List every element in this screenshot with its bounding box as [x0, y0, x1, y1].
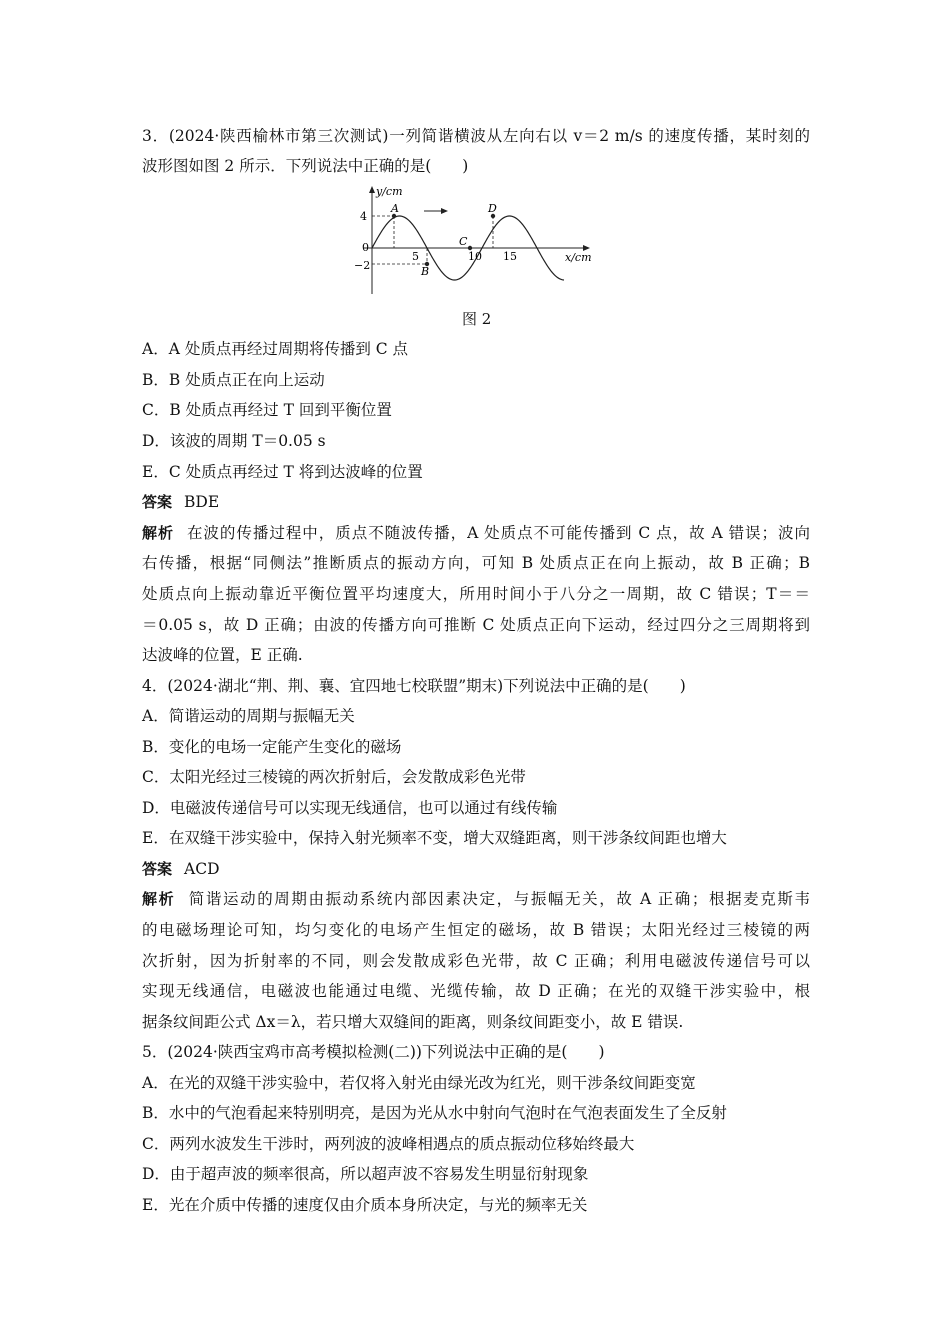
q4-option-a: A．简谐运动的周期与振幅无关: [142, 707, 355, 725]
wave-figure: [338, 184, 598, 299]
q3-option-a: A．A 处质点再经过周期将传播到 C 点: [142, 340, 409, 358]
y-tick-4: 4: [360, 210, 367, 223]
q5-option-c: C．两列水波发生干涉时，两列波的波峰相遇点的质点振动位移始终最大: [142, 1135, 635, 1153]
q3-answer-value: BDE: [184, 493, 220, 511]
q4-answer-label: 答案: [142, 860, 173, 878]
x-tick-5: 5: [412, 250, 419, 263]
q3-option-e: E．C 处质点再经过 T 将到达波峰的位置: [142, 463, 423, 481]
q3-stem-line1: 3．(2024·陕西榆林市第三次测试)一列简谐横波从左向右以 v＝2 m/s 的速度传播，某时刻的: [142, 127, 810, 145]
q4-analysis-label: 解析: [142, 890, 176, 908]
point-b-label: B: [421, 265, 430, 278]
q5-option-a: A．在光的双缝干涉实验中，若仅将入射光由绿光改为红光，则干涉条纹间距变宽: [142, 1074, 696, 1092]
q3-analysis-line3: 处质点向上振动靠近平衡位置平均速度大，所用时间小于八分之一周期，故 C 错误；T＝＝: [142, 585, 810, 603]
q3-option-b: B．B 处质点正在向上运动: [142, 371, 325, 389]
q3-answer-label: 答案: [142, 493, 173, 511]
q4-answer-value: ACD: [184, 860, 220, 878]
q3-option-d: D．该波的周期 T＝0.05 s: [142, 432, 326, 450]
x-tick-10: 10: [468, 250, 482, 263]
q3-analysis-line5: 达波峰的位置，E 正确.: [142, 646, 303, 664]
q4-analysis-line3: 次折射，因为折射率的不同，则会发散成彩色光带，故 C 正确；利用电磁波传递信号可以: [142, 952, 810, 970]
q3-analysis-line1: [142, 522, 810, 544]
q4-option-b: B．变化的电场一定能产生变化的磁场: [142, 738, 402, 756]
y-axis-arrow: [369, 186, 375, 193]
q3-analysis-line4: ＝0.05 s，故 D 正确；由波的传播方向可推断 C 处质点正向下运动，经过四分之三周期将到: [142, 616, 810, 634]
q3-analysis-text1: 在波的传播过程中，质点不随波传播，A 处质点不可能传播到 C 点，故 A 错误；波向: [185, 524, 810, 542]
propagation-arrow-head: [441, 208, 448, 214]
point-d-label: D: [488, 202, 497, 215]
q4-analysis-line2: 的电磁场理论可知，均匀变化的电场产生恒定的磁场，故 B 错误；太阳光经过三棱镜的两: [142, 921, 810, 939]
q4-analysis-line4: 实现无线通信，电磁波也能通过电缆、光缆传输，故 D 正确；在光的双缝干涉实验中，根: [142, 982, 810, 1000]
q5-option-b: B．水中的气泡看起来特别明亮，是因为光从水中射向气泡时在气泡表面发生了全反射: [142, 1104, 727, 1122]
q3-analysis-label: 解析: [142, 524, 174, 542]
q5-option-e: E．光在介质中传播的速度仅由介质本身所决定，与光的频率无关: [142, 1196, 588, 1214]
q3-answer-row: [142, 491, 219, 513]
q4-analysis-line5: 据条纹间距公式 Δx＝λ，若只增大双缝间的距离，则条纹间距变小，故 E 错误.: [142, 1013, 684, 1031]
q4-stem: 4．(2024·湖北“荆、荆、襄、宜四地七校联盟”期末)下列说法中正确的是( ): [142, 677, 686, 695]
x-axis-label: x/cm: [565, 251, 592, 264]
q4-option-c: C．太阳光经过三棱镜的两次折射后，会发散成彩色光带: [142, 768, 526, 786]
q4-analysis-line1: [142, 888, 810, 910]
x-tick-15: 15: [503, 250, 517, 263]
figure-caption: 图 2: [462, 310, 492, 328]
q3-stem-line2: 波形图如图 2 所示．下列说法中正确的是( ): [142, 157, 469, 175]
q4-option-d: D．电磁波传递信号可以实现无线通信，也可以通过有线传输: [142, 799, 558, 817]
y-axis-label: y/cm: [376, 185, 403, 198]
point-a-label: A: [391, 202, 399, 215]
q3-analysis-line2: 右传播，根据“同侧法”推断质点的振动方向，可知 B 处质点正在向上振动，故 B 正确；B: [142, 554, 810, 572]
point-c-label: C: [459, 235, 468, 248]
q4-option-e: E．在双缝干涉实验中，保持入射光频率不变，增大双缝距离，则干涉条纹间距也增大: [142, 829, 727, 847]
q4-analysis-text1: 简谐运动的周期由振动系统内部因素决定，与振幅无关，故 A 正确；根据麦克斯韦: [187, 890, 810, 908]
q4-answer-row: [142, 858, 220, 880]
q3-option-c: C．B 处质点再经过 T 回到平衡位置: [142, 401, 392, 419]
y-tick-neg2: −2: [354, 259, 371, 272]
y-tick-0: 0: [362, 241, 369, 254]
q5-option-d: D．由于超声波的频率很高，所以超声波不容易发生明显衍射现象: [142, 1165, 589, 1183]
q5-stem: 5．(2024·陕西宝鸡市高考模拟检测(二))下列说法中正确的是( ): [142, 1043, 605, 1061]
